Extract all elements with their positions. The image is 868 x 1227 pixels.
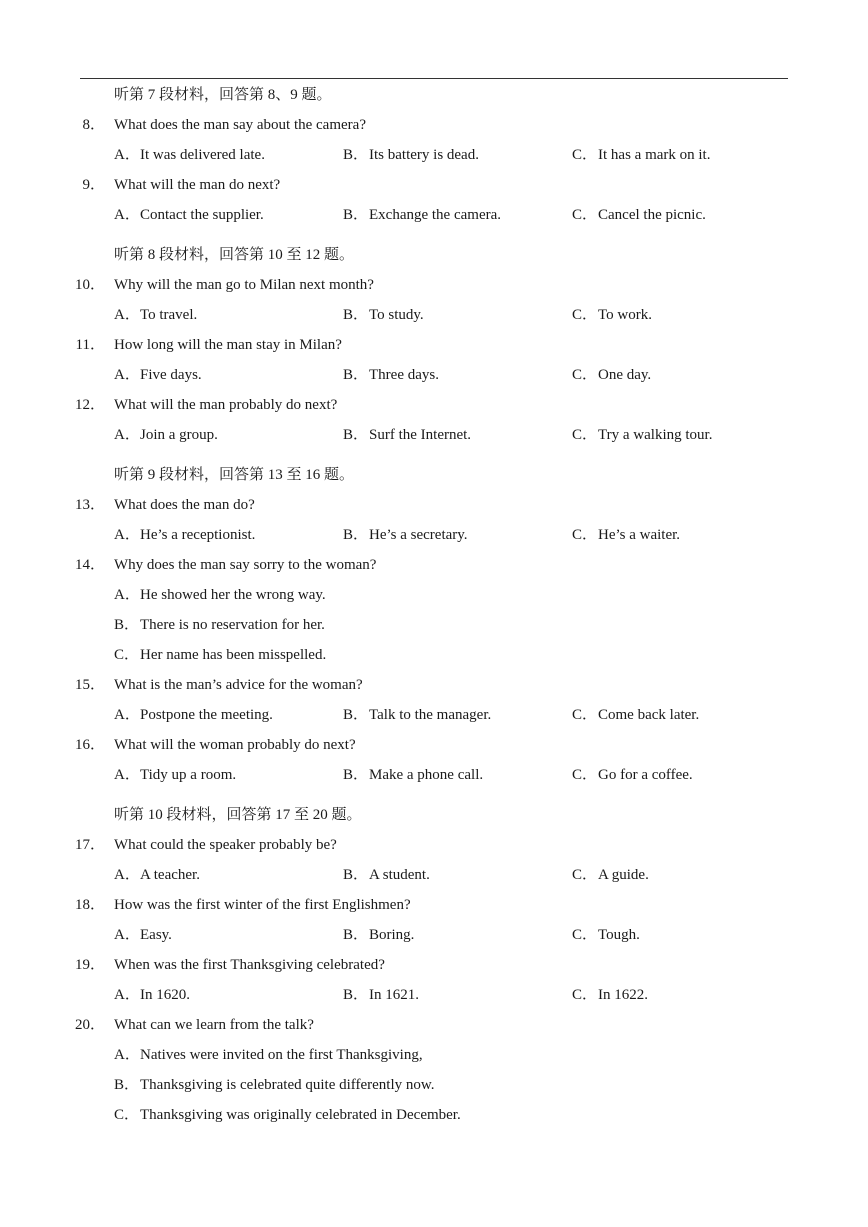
- answer-option-a: [114, 200, 264, 230]
- option-text: Natives were invited on the first Thanksgiving,: [140, 1047, 423, 1063]
- option-text: Boring.: [369, 927, 415, 943]
- options-row: [0, 980, 868, 1010]
- option-text: To work.: [598, 307, 652, 323]
- section-header: 听第 10 段材料，回答第 17 至 20 题。: [114, 807, 362, 823]
- answer-option-a: [114, 1040, 423, 1070]
- option-letter: C．: [572, 767, 598, 783]
- option-letter: C．: [114, 647, 140, 663]
- option-text: It has a mark on it.: [598, 147, 711, 163]
- option-letter: C．: [114, 1107, 140, 1123]
- option-text: He’s a waiter.: [598, 527, 681, 543]
- question-line: [0, 270, 868, 300]
- options-row: [0, 420, 868, 450]
- answer-option-b: [343, 300, 424, 330]
- options-row: [0, 920, 868, 950]
- options-row: [0, 700, 868, 730]
- option-text: Exchange the camera.: [369, 207, 502, 223]
- answer-option-a: [114, 420, 218, 450]
- options-line: [0, 640, 868, 670]
- option-letter: A．: [114, 307, 140, 323]
- question-text: What does the man do?: [114, 497, 255, 513]
- section-header: 听第 8 段材料，回答第 10 至 12 题。: [114, 247, 355, 263]
- option-text: He showed her the wrong way.: [140, 587, 326, 603]
- option-text: A student.: [369, 867, 430, 883]
- option-letter: B．: [343, 427, 369, 443]
- answer-option-b: [114, 610, 325, 640]
- option-letter: A．: [114, 867, 140, 883]
- option-letter: B．: [343, 367, 369, 383]
- option-text: A guide.: [598, 867, 649, 883]
- option-text: Cancel the picnic.: [598, 207, 706, 223]
- answer-option-c: [114, 640, 326, 670]
- answer-option-b: [343, 140, 479, 170]
- option-letter: B．: [114, 617, 140, 633]
- answer-option-c: [114, 1100, 461, 1130]
- answer-option-c: [572, 760, 693, 790]
- answer-option-c: [572, 360, 651, 390]
- question-text: How long will the man stay in Milan?: [114, 337, 342, 353]
- question-line: [0, 1010, 868, 1040]
- option-text: In 1621.: [369, 987, 419, 1003]
- answer-option-b: [114, 1070, 435, 1100]
- section-gap: [0, 450, 868, 460]
- options-row: [0, 200, 868, 230]
- header-rule: [80, 78, 788, 79]
- answer-option-b: [343, 980, 419, 1010]
- answer-option-c: [572, 140, 710, 170]
- answer-option-b: [343, 200, 501, 230]
- question-text: What does the man say about the camera?: [114, 117, 366, 133]
- section-header: 听第 7 段材料，回答第 8、9 题。: [114, 87, 332, 103]
- option-letter: C．: [572, 527, 598, 543]
- options-row: [0, 300, 868, 330]
- option-text: In 1622.: [598, 987, 648, 1003]
- option-letter: A．: [114, 587, 140, 603]
- answer-option-a: [114, 300, 197, 330]
- options-line: [0, 1100, 868, 1130]
- option-text: To study.: [369, 307, 424, 323]
- section-gap: [0, 790, 868, 800]
- answer-option-a: [114, 700, 273, 730]
- options-row: [0, 360, 868, 390]
- option-letter: C．: [572, 987, 598, 1003]
- question-text: What will the man do next?: [114, 177, 281, 193]
- question-number: 8．: [82, 117, 105, 133]
- question-line: [0, 390, 868, 420]
- question-text: What will the woman probably do next?: [114, 737, 356, 753]
- option-letter: B．: [343, 307, 369, 323]
- option-letter: A．: [114, 427, 140, 443]
- option-letter: B．: [343, 147, 369, 163]
- answer-option-b: [343, 360, 439, 390]
- option-text: Easy.: [140, 927, 172, 943]
- option-text: To travel.: [140, 307, 198, 323]
- option-text: Her name has been misspelled.: [140, 647, 327, 663]
- option-text: Come back later.: [598, 707, 700, 723]
- option-text: Join a group.: [140, 427, 218, 443]
- question-text: Why will the man go to Milan next month?: [114, 277, 374, 293]
- option-letter: A．: [114, 767, 140, 783]
- question-text: How was the first winter of the first Englishmen?: [114, 897, 411, 913]
- answer-option-b: [343, 860, 430, 890]
- question-text: What is the man’s advice for the woman?: [114, 677, 363, 693]
- answer-option-c: [572, 980, 648, 1010]
- options-row: [0, 760, 868, 790]
- option-text: In 1620.: [140, 987, 190, 1003]
- options-row: [0, 860, 868, 890]
- option-text: Go for a coffee.: [598, 767, 693, 783]
- question-number: 20．: [74, 1017, 105, 1033]
- option-letter: A．: [114, 527, 140, 543]
- answer-option-a: [114, 140, 265, 170]
- option-text: It was delivered late.: [140, 147, 265, 163]
- options-line: [0, 580, 868, 610]
- option-letter: B．: [343, 987, 369, 1003]
- answer-option-c: [572, 920, 640, 950]
- question-line: [0, 110, 868, 140]
- section-gap: [0, 230, 868, 240]
- question-text: Why does the man say sorry to the woman?: [114, 557, 377, 573]
- answer-option-b: [343, 760, 483, 790]
- question-line: [0, 890, 868, 920]
- option-text: Three days.: [369, 367, 439, 383]
- answer-option-c: [572, 420, 712, 450]
- option-letter: C．: [572, 427, 598, 443]
- answer-option-a: [114, 520, 255, 550]
- answer-option-b: [343, 420, 471, 450]
- options-line: [0, 610, 868, 640]
- question-number: 12．: [74, 397, 105, 413]
- option-text: Talk to the manager.: [369, 707, 492, 723]
- question-number: 17．: [74, 837, 105, 853]
- answer-option-a: [114, 580, 326, 610]
- question-number: 11．: [75, 337, 105, 353]
- question-number: 15．: [74, 677, 105, 693]
- option-text: A teacher.: [140, 867, 200, 883]
- answer-option-b: [343, 700, 491, 730]
- question-text: When was the first Thanksgiving celebrated?: [114, 957, 385, 973]
- answer-option-b: [343, 520, 468, 550]
- question-number: 19．: [74, 957, 105, 973]
- option-text: Try a walking tour.: [598, 427, 713, 443]
- option-text: Contact the supplier.: [140, 207, 264, 223]
- answer-option-b: [343, 920, 414, 950]
- options-row: [0, 520, 868, 550]
- question-text: What could the speaker probably be?: [114, 837, 337, 853]
- option-letter: A．: [114, 927, 140, 943]
- question-number: 9．: [82, 177, 105, 193]
- option-letter: B．: [343, 707, 369, 723]
- option-letter: B．: [343, 867, 369, 883]
- option-letter: B．: [343, 527, 369, 543]
- option-text: Surf the Internet.: [369, 427, 472, 443]
- option-text: Make a phone call.: [369, 767, 484, 783]
- question-number: 18．: [74, 897, 105, 913]
- answer-option-a: [114, 360, 202, 390]
- exam-page: [0, 80, 868, 1130]
- section-header: 听第 9 段材料，回答第 13 至 16 题。: [114, 467, 355, 483]
- answer-option-a: [114, 760, 236, 790]
- question-line: [0, 170, 868, 200]
- option-letter: A．: [114, 367, 140, 383]
- options-line: [0, 1070, 868, 1100]
- question-text: What will the man probably do next?: [114, 397, 338, 413]
- options-line: [0, 1040, 868, 1070]
- question-line: [0, 550, 868, 580]
- question-line: [0, 950, 868, 980]
- option-letter: C．: [572, 707, 598, 723]
- options-row: [0, 140, 868, 170]
- option-text: Thanksgiving was originally celebrated in December.: [140, 1107, 461, 1123]
- option-text: He’s a secretary.: [369, 527, 468, 543]
- question-text: What can we learn from the talk?: [114, 1017, 314, 1033]
- option-letter: A．: [114, 147, 140, 163]
- answer-option-a: [114, 980, 190, 1010]
- question-line: [0, 730, 868, 760]
- option-text: Postpone the meeting.: [140, 707, 273, 723]
- question-number: 14．: [74, 557, 105, 573]
- option-text: There is no reservation for her.: [140, 617, 325, 633]
- option-letter: B．: [343, 927, 369, 943]
- answer-option-c: [572, 200, 706, 230]
- option-letter: C．: [572, 147, 598, 163]
- question-number: 10．: [74, 277, 105, 293]
- option-text: Its battery is dead.: [369, 147, 479, 163]
- option-text: Tidy up a room.: [140, 767, 237, 783]
- answer-option-c: [572, 300, 652, 330]
- option-letter: B．: [114, 1077, 140, 1093]
- option-letter: A．: [114, 707, 140, 723]
- option-letter: A．: [114, 987, 140, 1003]
- option-letter: A．: [114, 207, 140, 223]
- option-letter: B．: [343, 207, 369, 223]
- option-letter: C．: [572, 367, 598, 383]
- question-line: [0, 670, 868, 700]
- question-line: [0, 830, 868, 860]
- option-text: Thanksgiving is celebrated quite differently now.: [140, 1077, 435, 1093]
- question-number: 13．: [74, 497, 105, 513]
- question-line: [0, 490, 868, 520]
- answer-option-a: [114, 860, 200, 890]
- question-number: 16．: [74, 737, 105, 753]
- option-letter: C．: [572, 867, 598, 883]
- answer-option-c: [572, 520, 680, 550]
- option-text: Five days.: [140, 367, 202, 383]
- answer-option-c: [572, 700, 699, 730]
- answer-option-c: [572, 860, 649, 890]
- option-letter: C．: [572, 927, 598, 943]
- option-letter: B．: [343, 767, 369, 783]
- option-letter: A．: [114, 1047, 140, 1063]
- option-text: Tough.: [598, 927, 640, 943]
- option-letter: C．: [572, 207, 598, 223]
- answer-option-a: [114, 920, 172, 950]
- option-text: One day.: [598, 367, 652, 383]
- question-line: [0, 330, 868, 360]
- option-text: He’s a receptionist.: [140, 527, 256, 543]
- option-letter: C．: [572, 307, 598, 323]
